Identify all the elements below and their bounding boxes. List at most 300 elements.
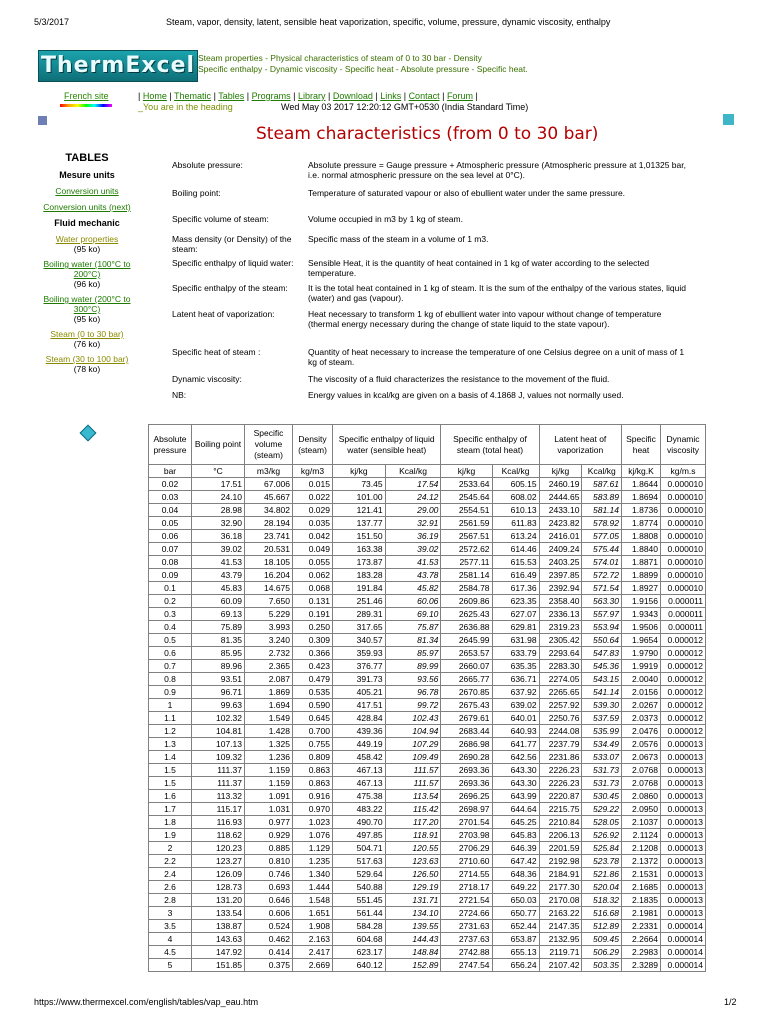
table-cell: 2336.13 bbox=[539, 608, 582, 621]
table-cell: 458.42 bbox=[333, 751, 386, 764]
decor-square-left-icon bbox=[38, 116, 47, 125]
table-cell: 1.7 bbox=[149, 803, 192, 816]
table-cell: 2679.61 bbox=[441, 712, 492, 725]
table-cell: 2706.29 bbox=[441, 842, 492, 855]
table-cell: 99.63 bbox=[192, 699, 245, 712]
table-cell: 1.8899 bbox=[622, 569, 661, 582]
sidebar-link-conversion[interactable]: Conversion units bbox=[55, 186, 119, 196]
table-cell: 2.087 bbox=[245, 673, 293, 686]
table-cell: 0.000014 bbox=[661, 920, 706, 933]
table-row bbox=[149, 751, 706, 764]
table-cell: 2305.42 bbox=[539, 634, 582, 647]
table-cell: 631.98 bbox=[492, 634, 539, 647]
table-cell: 2693.36 bbox=[441, 764, 492, 777]
table-cell: 2710.60 bbox=[441, 855, 492, 868]
table-cell: 2545.64 bbox=[441, 491, 492, 504]
table-cell: 640.01 bbox=[492, 712, 539, 725]
table-cell: 577.05 bbox=[582, 530, 622, 543]
table-cell: 1.549 bbox=[245, 712, 293, 725]
table-cell: 635.35 bbox=[492, 660, 539, 673]
table-cell: 563.30 bbox=[582, 595, 622, 608]
print-date: 5/3/2017 bbox=[34, 17, 70, 27]
sidebar-link-steam-30-100[interactable]: Steam (30 to 100 bar) bbox=[45, 354, 129, 364]
table-cell: 2701.54 bbox=[441, 816, 492, 829]
table-cell: 528.05 bbox=[582, 816, 622, 829]
table-cell: 483.22 bbox=[333, 803, 386, 816]
table-cell: 575.44 bbox=[582, 543, 622, 556]
nav-tables[interactable]: Tables bbox=[218, 91, 245, 101]
table-cell: 439.36 bbox=[333, 725, 386, 738]
col-header: Dynamic viscosity bbox=[661, 425, 706, 465]
table-cell: 0.08 bbox=[149, 556, 192, 569]
table-cell: 2250.76 bbox=[539, 712, 582, 725]
table-cell: 32.91 bbox=[385, 517, 441, 530]
unit-cell: kj/kg bbox=[539, 465, 582, 478]
table-cell: 113.54 bbox=[385, 790, 441, 803]
rainbow-divider bbox=[60, 104, 112, 107]
table-cell: 163.38 bbox=[333, 543, 386, 556]
table-cell: 0.000010 bbox=[661, 543, 706, 556]
table-cell: 120.55 bbox=[385, 842, 441, 855]
table-cell: 2.0040 bbox=[622, 673, 661, 686]
table-cell: 138.87 bbox=[192, 920, 245, 933]
table-row bbox=[149, 855, 706, 868]
table-cell: 643.30 bbox=[492, 777, 539, 790]
table-cell: 1.023 bbox=[293, 816, 333, 829]
table-cell: 0.863 bbox=[293, 764, 333, 777]
table-cell: 0.131 bbox=[293, 595, 333, 608]
table-row bbox=[149, 725, 706, 738]
table-cell: 0.03 bbox=[149, 491, 192, 504]
table-cell: 111.37 bbox=[192, 777, 245, 790]
table-cell: 649.22 bbox=[492, 881, 539, 894]
table-cell: 640.12 bbox=[333, 959, 386, 972]
table-cell: 2670.85 bbox=[441, 686, 492, 699]
table-cell: 543.15 bbox=[582, 673, 622, 686]
nav-forum[interactable]: Forum bbox=[446, 91, 473, 101]
table-cell: 99.72 bbox=[385, 699, 441, 712]
table-cell: 616.49 bbox=[492, 569, 539, 582]
table-cell: 531.73 bbox=[582, 764, 622, 777]
unit-cell: kj/kg bbox=[333, 465, 386, 478]
unit-cell: Kcal/kg bbox=[385, 465, 441, 478]
table-cell: 129.19 bbox=[385, 881, 441, 894]
table-row bbox=[149, 595, 706, 608]
table-cell: 67.006 bbox=[245, 478, 293, 491]
table-cell: 3.5 bbox=[149, 920, 192, 933]
table-cell: 475.38 bbox=[333, 790, 386, 803]
table-cell: 1.8840 bbox=[622, 543, 661, 556]
footer-url: https://www.thermexcel.com/english/tables/vap_eau.htm bbox=[34, 997, 259, 1007]
table-row bbox=[149, 686, 706, 699]
sidebar-size: (96 ko) bbox=[73, 279, 101, 289]
definition-text: Temperature of saturated vapour or also of ebullient water under the same pressure. bbox=[308, 188, 626, 198]
table-cell: 60.06 bbox=[385, 595, 441, 608]
table-cell: 0.015 bbox=[293, 478, 333, 491]
table-cell: 0.5 bbox=[149, 634, 192, 647]
table-cell: 633.79 bbox=[492, 647, 539, 660]
table-cell: 547.83 bbox=[582, 647, 622, 660]
table-cell: 1.9919 bbox=[622, 660, 661, 673]
table-cell: 0.000010 bbox=[661, 504, 706, 517]
definition-row bbox=[172, 214, 692, 234]
table-cell: 0.000013 bbox=[661, 881, 706, 894]
table-cell: 642.56 bbox=[492, 751, 539, 764]
table-cell: 1.129 bbox=[293, 842, 333, 855]
table-cell: 2.0768 bbox=[622, 764, 661, 777]
table-cell: 0.042 bbox=[293, 530, 333, 543]
table-cell: 2683.44 bbox=[441, 725, 492, 738]
sidebar-link-conversion-next[interactable]: Conversion units (next) bbox=[43, 202, 131, 212]
table-cell: 359.93 bbox=[333, 647, 386, 660]
table-cell: 148.84 bbox=[385, 946, 441, 959]
sidebar-link-steam-0-30[interactable]: Steam (0 to 30 bar) bbox=[50, 329, 124, 339]
table-cell: 526.92 bbox=[582, 829, 622, 842]
table-cell: 531.73 bbox=[582, 777, 622, 790]
sidebar-size: (95 ko) bbox=[73, 314, 101, 324]
table-cell: 2132.95 bbox=[539, 933, 582, 946]
table-cell: 0.746 bbox=[245, 868, 293, 881]
decor-square-right-icon bbox=[723, 114, 734, 125]
table-cell: 0.000013 bbox=[661, 751, 706, 764]
table-cell: 652.44 bbox=[492, 920, 539, 933]
table-cell: 1.340 bbox=[293, 868, 333, 881]
table-cell: 0.000013 bbox=[661, 777, 706, 790]
unit-cell: °C bbox=[192, 465, 245, 478]
table-cell: 512.89 bbox=[582, 920, 622, 933]
definition-row bbox=[172, 283, 692, 309]
table-cell: 5 bbox=[149, 959, 192, 972]
table-cell: 0.000012 bbox=[661, 699, 706, 712]
table-cell: 2561.59 bbox=[441, 517, 492, 530]
table-cell: 553.94 bbox=[582, 621, 622, 634]
table-cell: 2.0950 bbox=[622, 803, 661, 816]
table-cell: 289.31 bbox=[333, 608, 386, 621]
table-cell: 3 bbox=[149, 907, 192, 920]
table-cell: 2184.91 bbox=[539, 868, 582, 881]
table-cell: 2.2983 bbox=[622, 946, 661, 959]
table-cell: 118.91 bbox=[385, 829, 441, 842]
sidebar-link-water[interactable]: Water properties bbox=[55, 234, 119, 244]
table-cell: 578.92 bbox=[582, 517, 622, 530]
table-cell: 0.535 bbox=[293, 686, 333, 699]
definition-text: Sensible Heat, it is the quantity of heat contained in 1 kg of water according to the selected temperature. bbox=[308, 258, 650, 278]
table-cell: 120.23 bbox=[192, 842, 245, 855]
table-row bbox=[149, 569, 706, 582]
table-cell: 506.29 bbox=[582, 946, 622, 959]
nav-links[interactable]: Links bbox=[380, 91, 402, 101]
table-cell: 0.309 bbox=[293, 634, 333, 647]
definition-row bbox=[172, 347, 692, 374]
table-cell: 0.524 bbox=[245, 920, 293, 933]
table-cell: 540.88 bbox=[333, 881, 386, 894]
table-cell: 537.59 bbox=[582, 712, 622, 725]
thermexcel-logo[interactable] bbox=[38, 50, 198, 82]
table-row bbox=[149, 543, 706, 556]
table-cell: 2690.28 bbox=[441, 751, 492, 764]
table-cell: 0.000010 bbox=[661, 530, 706, 543]
sidebar-size: (76 ko) bbox=[73, 339, 101, 349]
table-cell: 541.14 bbox=[582, 686, 622, 699]
table-cell: 2636.88 bbox=[441, 621, 492, 634]
table-cell: 2.1685 bbox=[622, 881, 661, 894]
table-cell: 405.21 bbox=[333, 686, 386, 699]
table-cell: 45.83 bbox=[192, 582, 245, 595]
french-site-link[interactable]: French site bbox=[64, 91, 109, 101]
table-cell: 73.45 bbox=[333, 478, 386, 491]
nav-download[interactable]: Download bbox=[332, 91, 373, 101]
table-cell: 391.73 bbox=[333, 673, 386, 686]
table-cell: 0.000012 bbox=[661, 712, 706, 725]
table-cell: 131.71 bbox=[385, 894, 441, 907]
table-cell: 517.63 bbox=[333, 855, 386, 868]
table-cell: 0.9 bbox=[149, 686, 192, 699]
table-cell: 2.0476 bbox=[622, 725, 661, 738]
table-cell: 85.97 bbox=[385, 647, 441, 660]
table-cell: 0.755 bbox=[293, 738, 333, 751]
table-cell: 1.444 bbox=[293, 881, 333, 894]
definition-row bbox=[172, 188, 692, 214]
table-cell: 29.00 bbox=[385, 504, 441, 517]
table-cell: 518.32 bbox=[582, 894, 622, 907]
table-cell: 1.2 bbox=[149, 725, 192, 738]
table-cell: 2686.98 bbox=[441, 738, 492, 751]
table-cell: 643.99 bbox=[492, 790, 539, 803]
table-cell: 0.000010 bbox=[661, 517, 706, 530]
table-cell: 0.000012 bbox=[661, 660, 706, 673]
table-cell: 2.0673 bbox=[622, 751, 661, 764]
table-row bbox=[149, 907, 706, 920]
table-cell: 2.2 bbox=[149, 855, 192, 868]
table-cell: 0.8 bbox=[149, 673, 192, 686]
sidebar-link-boiling-2[interactable]: Boiling water (200°C to 300°C) bbox=[43, 294, 131, 314]
table-cell: 0.055 bbox=[293, 556, 333, 569]
table-cell: 2274.05 bbox=[539, 673, 582, 686]
table-cell: 191.84 bbox=[333, 582, 386, 595]
table-cell: 2714.55 bbox=[441, 868, 492, 881]
col-header: Latent heat of vaporization bbox=[539, 425, 621, 465]
table-cell: 467.13 bbox=[333, 777, 386, 790]
definition-row bbox=[172, 374, 692, 390]
table-cell: 2 bbox=[149, 842, 192, 855]
table-cell: 516.68 bbox=[582, 907, 622, 920]
table-cell: 2.4 bbox=[149, 868, 192, 881]
table-cell: 0.646 bbox=[245, 894, 293, 907]
table-cell: 3.993 bbox=[245, 621, 293, 634]
table-cell: 2.0576 bbox=[622, 738, 661, 751]
table-cell: 581.14 bbox=[582, 504, 622, 517]
table-cell: 102.32 bbox=[192, 712, 245, 725]
table-cell: 641.77 bbox=[492, 738, 539, 751]
table-row bbox=[149, 517, 706, 530]
unit-cell: m3/kg bbox=[245, 465, 293, 478]
table-cell: 529.64 bbox=[333, 868, 386, 881]
footer-page: 1/2 bbox=[724, 997, 737, 1007]
table-cell: 1.9 bbox=[149, 829, 192, 842]
table-row bbox=[149, 881, 706, 894]
table-cell: 0.645 bbox=[293, 712, 333, 725]
table-row bbox=[149, 803, 706, 816]
table-cell: 28.194 bbox=[245, 517, 293, 530]
table-cell: 4.5 bbox=[149, 946, 192, 959]
table-cell: 574.01 bbox=[582, 556, 622, 569]
table-cell: 2423.82 bbox=[539, 517, 582, 530]
table-cell: 1.8774 bbox=[622, 517, 661, 530]
table-cell: 28.98 bbox=[192, 504, 245, 517]
table-cell: 1.8871 bbox=[622, 556, 661, 569]
table-cell: 126.50 bbox=[385, 868, 441, 881]
col-header: Specific enthalpy of liquid water (sensible heat) bbox=[333, 425, 441, 465]
table-cell: 183.28 bbox=[333, 569, 386, 582]
table-cell: 417.51 bbox=[333, 699, 386, 712]
table-row bbox=[149, 738, 706, 751]
table-cell: 1.159 bbox=[245, 764, 293, 777]
definition-term: Dynamic viscosity: bbox=[172, 374, 242, 384]
diamond-nav-icon[interactable] bbox=[80, 425, 97, 442]
nav-home[interactable]: Home bbox=[142, 91, 167, 101]
table-cell: 2572.62 bbox=[441, 543, 492, 556]
definitions bbox=[172, 160, 692, 404]
table-row bbox=[149, 608, 706, 621]
table-cell: 17.54 bbox=[385, 478, 441, 491]
description-line-2: Specific enthalpy - Dynamic viscosity - Specific heat - Absolute pressure - Specific heat. bbox=[198, 64, 528, 74]
table-cell: 2554.51 bbox=[441, 504, 492, 517]
page-description bbox=[198, 53, 528, 75]
table-cell: 20.531 bbox=[245, 543, 293, 556]
table-cell: 1.5 bbox=[149, 764, 192, 777]
table-row bbox=[149, 842, 706, 855]
definition-text: Specific mass of the steam in a volume of 1 m3. bbox=[308, 234, 489, 244]
table-cell: 534.49 bbox=[582, 738, 622, 751]
definition-text: Absolute pressure = Gauge pressure + Atmospheric pressure (Atmospheric pressure at 1,01325 bar, i.e. normal atmospheric pressure on the sea level at 0°C). bbox=[308, 160, 686, 180]
table-cell: 2397.85 bbox=[539, 569, 582, 582]
table-cell: 0.000010 bbox=[661, 478, 706, 491]
table-cell: 144.43 bbox=[385, 933, 441, 946]
table-cell: 2392.94 bbox=[539, 582, 582, 595]
definition-term: Specific volume of steam: bbox=[172, 214, 269, 224]
definition-term: NB: bbox=[172, 390, 187, 400]
table-cell: 111.57 bbox=[385, 764, 441, 777]
table-cell: 1.8736 bbox=[622, 504, 661, 517]
table-cell: 2147.35 bbox=[539, 920, 582, 933]
table-cell: 123.27 bbox=[192, 855, 245, 868]
table-cell: 173.87 bbox=[333, 556, 386, 569]
table-cell: 0.000010 bbox=[661, 556, 706, 569]
table-cell: 2358.40 bbox=[539, 595, 582, 608]
table-cell: 2737.63 bbox=[441, 933, 492, 946]
nav-library[interactable]: Library bbox=[297, 91, 326, 101]
table-cell: 611.83 bbox=[492, 517, 539, 530]
nav-programs[interactable]: Programs bbox=[251, 91, 291, 101]
table-cell: 648.36 bbox=[492, 868, 539, 881]
table-cell: 1.9506 bbox=[622, 621, 661, 634]
table-cell: 4 bbox=[149, 933, 192, 946]
table-cell: 644.64 bbox=[492, 803, 539, 816]
table-cell: 584.28 bbox=[333, 920, 386, 933]
table-row bbox=[149, 816, 706, 829]
table-cell: 533.07 bbox=[582, 751, 622, 764]
table-cell: 75.89 bbox=[192, 621, 245, 634]
table-row bbox=[149, 582, 706, 595]
table-row bbox=[149, 777, 706, 790]
table-cell: 0.000014 bbox=[661, 959, 706, 972]
table-cell: 75.87 bbox=[385, 621, 441, 634]
table-cell: 2433.10 bbox=[539, 504, 582, 517]
table-cell: 0.606 bbox=[245, 907, 293, 920]
table-cell: 117.20 bbox=[385, 816, 441, 829]
table-cell: 17.51 bbox=[192, 478, 245, 491]
table-cell: 2.2331 bbox=[622, 920, 661, 933]
table-cell: 645.83 bbox=[492, 829, 539, 842]
table-cell: 0.479 bbox=[293, 673, 333, 686]
definition-term: Specific enthalpy of the steam: bbox=[172, 283, 288, 293]
table-cell: 2696.25 bbox=[441, 790, 492, 803]
nav-contact[interactable]: Contact bbox=[408, 91, 440, 101]
table-cell: 0.7 bbox=[149, 660, 192, 673]
table-cell: 1.076 bbox=[293, 829, 333, 842]
table-cell: 0.916 bbox=[293, 790, 333, 803]
table-cell: 572.72 bbox=[582, 569, 622, 582]
table-cell: 2577.11 bbox=[441, 556, 492, 569]
table-cell: 2192.98 bbox=[539, 855, 582, 868]
table-cell: 623.35 bbox=[492, 595, 539, 608]
table-cell: 2718.17 bbox=[441, 881, 492, 894]
table-cell: 1.9654 bbox=[622, 634, 661, 647]
table-cell: 653.87 bbox=[492, 933, 539, 946]
table-cell: 503.35 bbox=[582, 959, 622, 972]
table-cell: 151.50 bbox=[333, 530, 386, 543]
steam-table bbox=[148, 424, 706, 972]
current-date: Wed May 03 2017 12:20:12 GMT+0530 (India Standard Time) bbox=[281, 102, 529, 112]
table-cell: 0.000012 bbox=[661, 725, 706, 738]
table-cell: 0.700 bbox=[293, 725, 333, 738]
table-cell: 152.89 bbox=[385, 959, 441, 972]
table-cell: 96.71 bbox=[192, 686, 245, 699]
table-cell: 1.5 bbox=[149, 777, 192, 790]
table-row bbox=[149, 712, 706, 725]
table-cell: 39.02 bbox=[192, 543, 245, 556]
table-cell: 1.651 bbox=[293, 907, 333, 920]
sidebar-link-boiling-1[interactable]: Boiling water (100°C to 200°C) bbox=[43, 259, 131, 279]
table-cell: 504.71 bbox=[333, 842, 386, 855]
table-cell: 655.13 bbox=[492, 946, 539, 959]
table-cell: 0.000013 bbox=[661, 894, 706, 907]
table-cell: 2.0267 bbox=[622, 699, 661, 712]
table-cell: 520.04 bbox=[582, 881, 622, 894]
table-cell: 0.6 bbox=[149, 647, 192, 660]
table-cell: 2693.36 bbox=[441, 777, 492, 790]
table-row bbox=[149, 894, 706, 907]
col-header: Specific volume (steam) bbox=[245, 425, 293, 465]
table-row bbox=[149, 621, 706, 634]
table-cell: 2698.97 bbox=[441, 803, 492, 816]
table-cell: 2283.30 bbox=[539, 660, 582, 673]
table-cell: 1.9156 bbox=[622, 595, 661, 608]
table-cell: 2.0156 bbox=[622, 686, 661, 699]
print-doc-title: Steam, vapor, density, latent, sensible heat vaporization, specific, volume, pressure, dynamic viscosity, enthalpy bbox=[166, 17, 611, 27]
unit-cell: kg/m.s bbox=[661, 465, 706, 478]
nav-thematic[interactable]: Thematic bbox=[174, 91, 212, 101]
definition-term: Mass density (or Density) of the steam: bbox=[172, 234, 292, 254]
table-cell: 0.000012 bbox=[661, 634, 706, 647]
table-cell: 614.46 bbox=[492, 543, 539, 556]
table-cell: 89.96 bbox=[192, 660, 245, 673]
table-cell: 14.675 bbox=[245, 582, 293, 595]
table-cell: 0.2 bbox=[149, 595, 192, 608]
table-cell: 2.1372 bbox=[622, 855, 661, 868]
table-cell: 0.810 bbox=[245, 855, 293, 868]
sidebar-size: (78 ko) bbox=[73, 364, 101, 374]
